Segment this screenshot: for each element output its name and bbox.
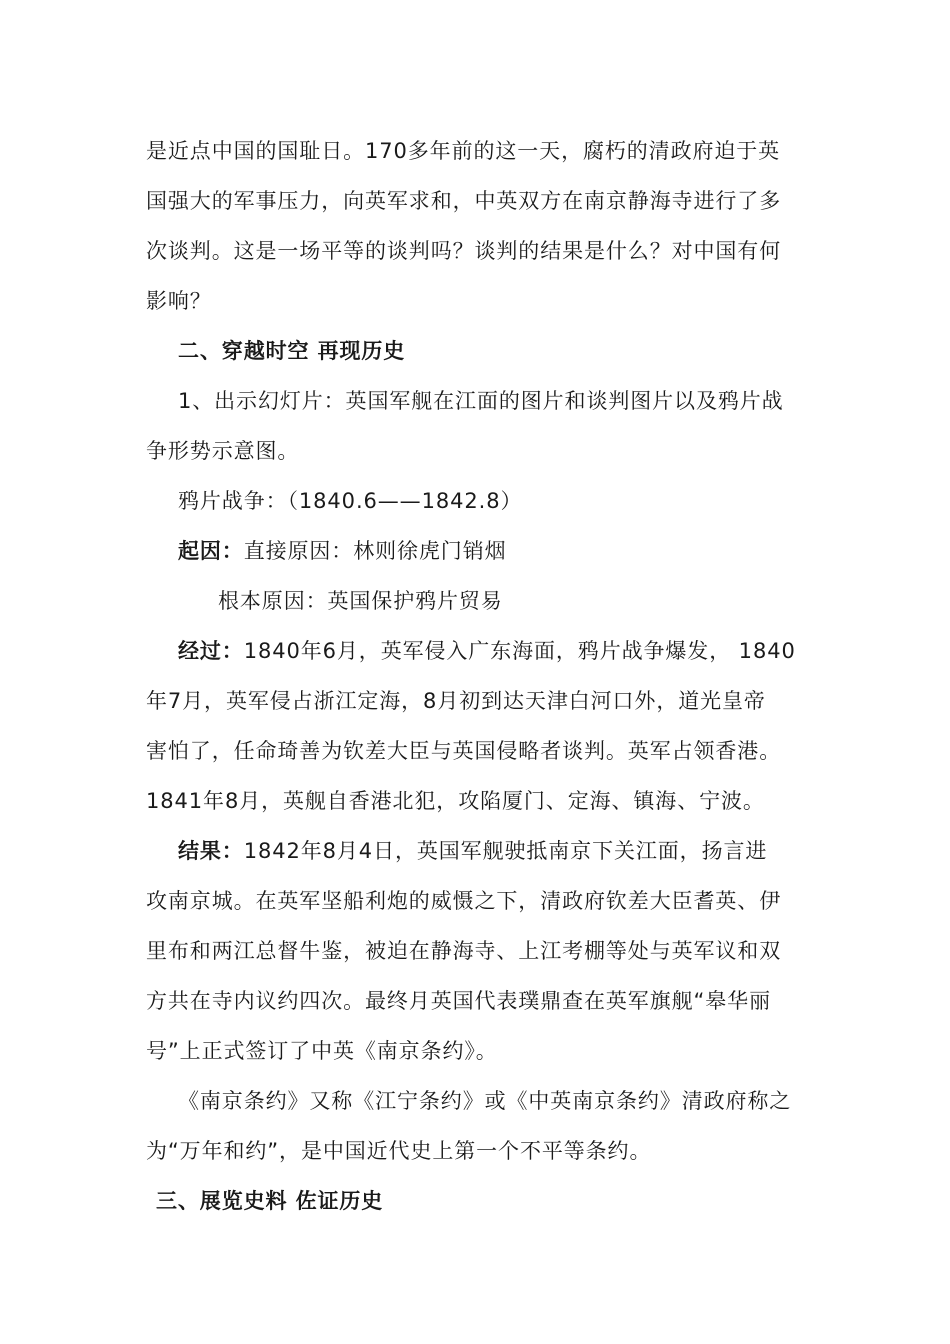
section-2-heading: 二、穿越时空 再现历史 xyxy=(178,339,406,363)
cause-label: 起因： xyxy=(178,539,244,563)
intro-line-3: 次谈判。这是一场平等的谈判吗？谈判的结果是什么？对中国有何 xyxy=(146,239,782,263)
intro-line-4: 影响？ xyxy=(146,289,212,313)
cause-root: 根本原因：英国保护鸦片贸易 xyxy=(218,589,503,613)
item-1-line-2: 争形势示意图。 xyxy=(146,439,300,463)
intro-line-2: 国强大的军事压力，向英军求和，中英双方在南京静海寺进行了多 xyxy=(146,189,782,213)
result-line-1 xyxy=(178,836,767,866)
treaty-line-1: 《南京条约》又称《江宁条约》或《中英南京条约》清政府称之 xyxy=(178,1089,792,1113)
result-line-5: 号”上正式签订了中英《南京条约》。 xyxy=(146,1039,498,1063)
result-line-3: 里布和两江总督牛鉴，被迫在静海寺、上江考棚等处与英军议和双 xyxy=(146,939,782,963)
opium-war-dates: 鸦片战争：（1840.6——1842.8） xyxy=(178,489,523,513)
result-line-4: 方共在寺内议约四次。最终月英国代表璞鼎查在英军旗舰“皋华丽 xyxy=(146,989,771,1013)
intro-line-1: 是近点中国的国耻日。170多年前的这一天，腐朽的清政府迫于英 xyxy=(146,139,781,163)
cause-direct: 直接原因：林则徐虎门销烟 xyxy=(243,539,507,563)
process-line-3: 害怕了，任命琦善为钦差大臣与英国侵略者谈判。英军占领香港。 xyxy=(146,739,782,763)
process-line-2: 年7月，英军侵占浙江定海，8月初到达天津白河口外，道光皇帝 xyxy=(146,689,766,713)
section-3-heading: 三、展览史料 佐证历史 xyxy=(156,1189,384,1213)
result-text-1: 1842年8月4日，英国军舰驶抵南京下关江面，扬言进 xyxy=(243,839,768,863)
treaty-line-2: 为“万年和约”，是中国近代史上第一个不平等条约。 xyxy=(146,1139,652,1163)
process-label: 经过： xyxy=(178,639,244,663)
process-line-4: 1841年8月，英舰自香港北犯，攻陷厦门、定海、镇海、宁波。 xyxy=(146,789,765,813)
process-text-1: 1840年6月，英军侵入广东海面，鸦片战争爆发， 1840 xyxy=(243,639,796,663)
result-line-2: 攻南京城。在英军坚船利炮的威慑之下，清政府钦差大臣耆英、伊 xyxy=(146,889,782,913)
result-label: 结果： xyxy=(178,839,244,863)
cause-line xyxy=(178,536,507,566)
item-1-line-1: 1、出示幻灯片：英国军舰在江面的图片和谈判图片以及鸦片战 xyxy=(178,389,784,413)
process-line-1 xyxy=(178,636,796,666)
